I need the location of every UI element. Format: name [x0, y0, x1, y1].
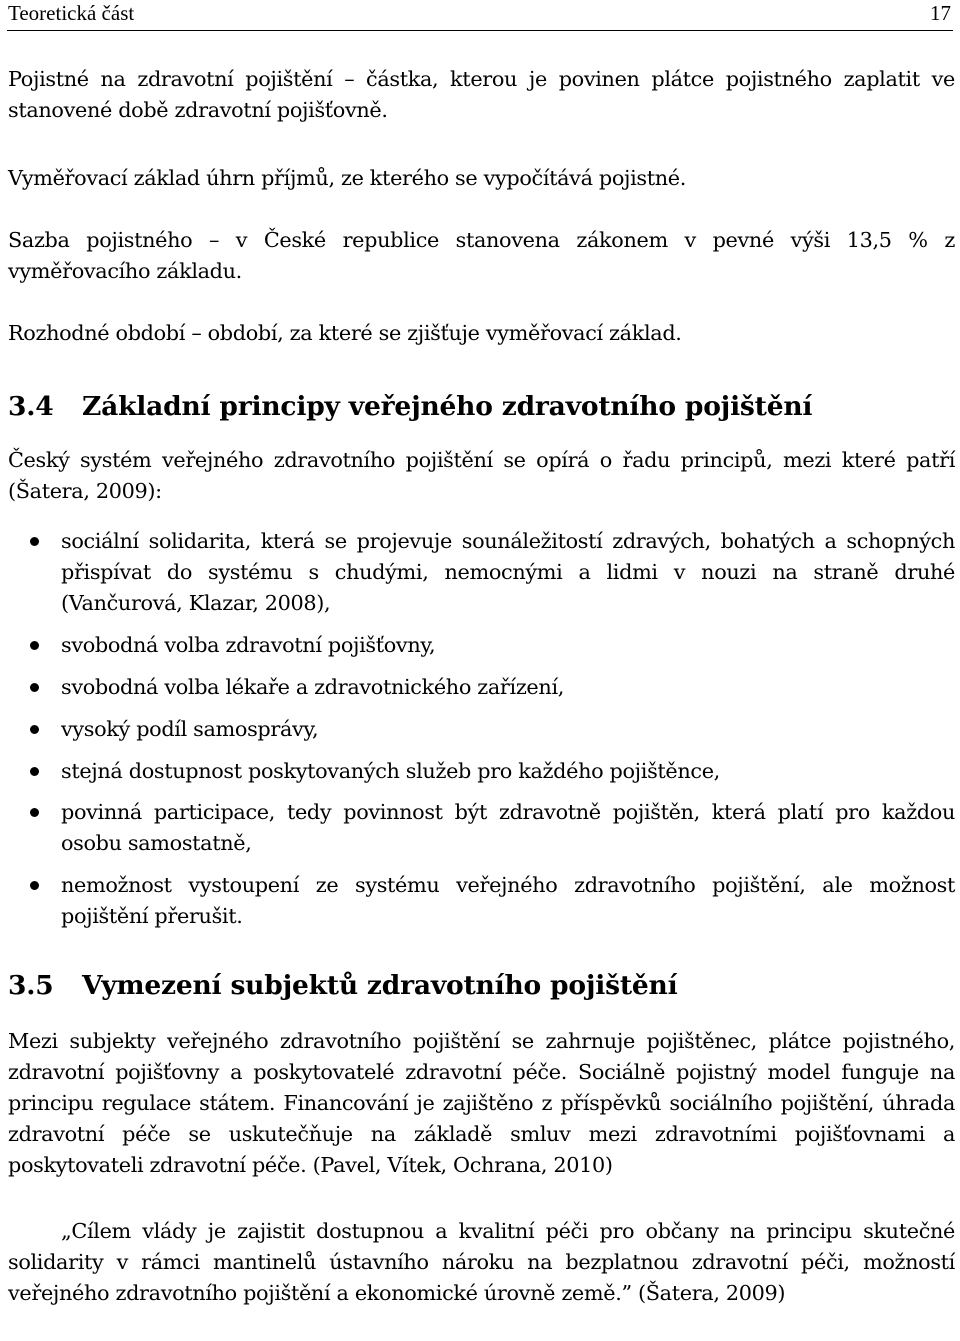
list-item-text: nemožnost vystoupení ze systému veřejného zdravotního pojištění, ale možnost pojištění přerušit.: [61, 873, 955, 928]
section-number: 3.5: [8, 970, 54, 1001]
section-3-4-intro: Český systém veřejného zdravotního pojištění se opírá o řadu principů, mezi které patří (Šatera, 2009):: [8, 448, 955, 503]
bullet-icon: [30, 641, 39, 650]
bullet-icon: [30, 808, 39, 817]
bullet-icon: [30, 537, 39, 546]
section-heading-3-4: [8, 391, 812, 422]
definition-rozhodne-obdobi: Rozhodné období – období, za které se zjišťuje vyměřovací základ.: [8, 321, 682, 345]
section-number: 3.4: [8, 391, 54, 422]
list-item-text: sociální solidarita, která se projevuje sounáležitostí zdravých, bohatých a schopných přispívat do systému s chudými, nemocnými a lidmi v nouzi na straně druhé (Vančurová, Klazar, 2008),: [61, 529, 955, 615]
header-section-title: Teoretická část: [8, 1, 135, 25]
definition-pojistne: Pojistné na zdravotní pojištění – částka, kterou je povinen plátce pojistného zaplatit ve stanovené době zdravotní pojišťovně.: [8, 67, 955, 122]
bullet-icon: [30, 881, 39, 890]
section-3-5-paragraph: Mezi subjekty veřejného zdravotního pojištění se zahrnuje pojištěnec, plátce pojistného, zdravotní pojišťovny a poskytovatelé zdravotní péče. Sociálně pojistný model funguje na principu regulace státem. Financování je zajištěno z příspěvků sociálního pojištění, úhrada zdravotní péče se uskutečňuje na základě smluv mezi zdravotními pojišťovnami a poskytovateli zdravotní péče. (Pavel, Vítek, Ochrana, 2010): [8, 1029, 955, 1177]
bullet-icon: [30, 725, 39, 734]
definition-vymerovaci-zaklad: Vyměřovací základ úhrn příjmů, ze kterého se vypočítává pojistné.: [8, 166, 687, 190]
section-heading-3-5: [8, 970, 677, 1001]
list-item-text: stejná dostupnost poskytovaných služeb pro každého pojištěnce,: [61, 759, 720, 783]
section-3-5-quote: „Cílem vlády je zajistit dostupnou a kvalitní péči pro občany na principu skutečné solidarity v rámci mantinelů ústavního nároku na bezplatnou zdravotní péči, možností veřejného zdravotního pojištění a ekonomické úrovně země.” (Šatera, 2009): [8, 1219, 955, 1305]
list-item-text: svobodná volba lékaře a zdravotnického zařízení,: [61, 675, 565, 699]
bullet-icon: [30, 683, 39, 692]
bullet-icon: [30, 767, 39, 776]
definition-sazba: Sazba pojistného – v České republice stanovena zákonem v pevné výši 13,5 % z vyměřovacího základu.: [8, 228, 955, 283]
section-title: Základní principy veřejného zdravotního pojištění: [82, 391, 813, 422]
list-item-text: svobodná volba zdravotní pojišťovny,: [61, 633, 436, 657]
list-item-text: vysoký podíl samosprávy,: [61, 717, 319, 741]
section-title: Vymezení subjektů zdravotního pojištění: [82, 970, 678, 1001]
header-page-number: 17: [930, 1, 951, 25]
list-item-text: povinná participace, tedy povinnost být zdravotně pojištěn, která platí pro každou osobu samostatně,: [61, 800, 955, 855]
page-header: [7, 0, 953, 31]
